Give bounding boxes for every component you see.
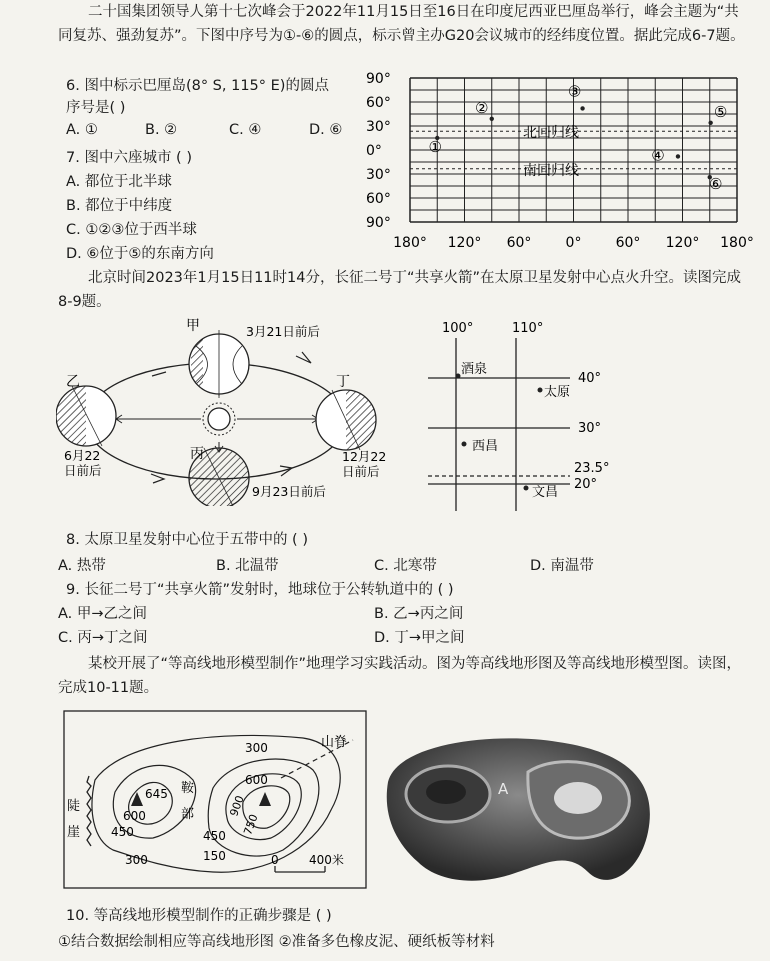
model-left-peak — [426, 780, 466, 804]
earth-jia-icon — [189, 330, 249, 398]
q8-option-b[interactable]: B. 北温带 — [216, 558, 279, 574]
scale-0-label: 0 — [271, 853, 279, 867]
contour-150-label: 150 — [203, 849, 226, 863]
lon-tick-label: 0° — [565, 235, 582, 251]
orbit-arrow-icon — [296, 352, 311, 363]
lon-tick-label: 180° — [393, 235, 427, 251]
taiyuan-label: 太原 — [544, 385, 571, 400]
q7-option-d[interactable]: D. ⑥位于⑤的东南方向 — [66, 246, 214, 262]
lat-40-label: 40° — [578, 371, 602, 386]
contour-600-label-2: 600 — [245, 773, 268, 787]
lat-20-label: 20° — [574, 477, 598, 492]
lat-lon-grid-figure — [362, 66, 757, 251]
orbit-arrow-icon — [152, 372, 166, 376]
label-bing: 丙 — [190, 446, 204, 462]
terrain-model-photo — [378, 722, 663, 897]
lat-tick-label: 60° — [366, 191, 391, 207]
xichang-point — [462, 442, 467, 447]
tropic-of-cancer-label: 北回归线 — [523, 125, 579, 142]
lat-tick-label: 90° — [366, 71, 391, 87]
sun-icon — [203, 403, 235, 435]
label-yi-date-2: 日前后 — [64, 463, 102, 478]
q7-option-c[interactable]: C. ①②③位于西半球 — [66, 222, 197, 238]
lon-110-label: 110° — [512, 321, 544, 336]
cliff-symbol — [87, 776, 91, 846]
wenchang-label: 文昌 — [532, 485, 559, 500]
question-8-stem: 8. 太原卫星发射中心位于五带中的 ( ) — [66, 532, 308, 548]
lat-tick-label: 90° — [366, 215, 391, 231]
q6-option-b[interactable]: B. ② — [145, 122, 178, 138]
cliff-label-2: 崖 — [67, 825, 81, 840]
intro-paragraph-rocket: 北京时间2023年1月15日11时14分，长征二号丁“共享火箭”在太原卫星发射中心点火升空。读图完成8-9题。 — [58, 270, 741, 310]
lon-tick-label: 60° — [506, 235, 532, 251]
city-point — [580, 106, 584, 110]
saddle-label-1: 鞍 — [181, 781, 195, 796]
earth-orbit-diagram — [56, 316, 396, 506]
lon-tick-label: 60° — [615, 235, 641, 251]
intro-paragraph-contour: 某校开展了“等高线地形模型制作”地理学习实践活动。图为等高线地形图及等高线地形模型图。读图，完成10-11题。 — [58, 656, 742, 696]
q6-option-c[interactable]: C. ④ — [229, 122, 262, 138]
city-point-label: ① — [428, 138, 442, 156]
label-yi: 乙 — [66, 374, 80, 390]
wenchang-point — [524, 486, 529, 491]
peak-900-label: 900 — [227, 793, 247, 819]
q8-option-a[interactable]: A. 热带 — [58, 558, 106, 574]
q9-option-c[interactable]: C. 丙→丁之间 — [58, 630, 148, 646]
label-bing-date: 9月23日前后 — [252, 484, 326, 499]
q6-option-a[interactable]: A. ① — [66, 122, 98, 138]
label-ding-date-2: 日前后 — [342, 464, 380, 479]
peak-645-label: 645 — [145, 787, 168, 801]
lat-tick-label: 60° — [366, 95, 391, 111]
contour-450-label-2: 450 — [203, 829, 226, 843]
model-a-label: A — [498, 780, 509, 798]
question-7-stem: 7. 图中六座城市 ( ) — [66, 150, 192, 166]
jiuquan-point — [456, 374, 461, 379]
contour-600-label: 600 — [123, 809, 146, 823]
taiyuan-point — [538, 388, 543, 393]
lon-tick-label: 180° — [720, 235, 754, 251]
jiuquan-label: 酒泉 — [461, 362, 488, 377]
intro-paragraph-g20: 二十国集团领导人第十七次峰会于2022年11月15日至16日在印度尼西亚巴厘岛举行，峰会主题为“共同复苏、强劲复苏”。下图中序号为①-⑥的圆点，标示曾主办G20会议城市的经纬度位置。据此完成6-7题。 — [58, 4, 745, 44]
city-point-label: ④ — [651, 146, 665, 165]
label-ding: 丁 — [336, 374, 350, 390]
contour-300-label-2: 300 — [125, 853, 148, 867]
lon-100-label: 100° — [442, 321, 474, 336]
lon-tick-label: 120° — [665, 235, 700, 251]
lat-30-label: 30° — [578, 421, 602, 436]
xichang-label: 西昌 — [472, 439, 499, 454]
city-point — [676, 154, 680, 158]
label-yi-date: 6月22 — [64, 448, 101, 463]
orbit-arrow-icon — [151, 474, 164, 483]
cliff-label-1: 陡 — [67, 799, 81, 814]
q8-option-c[interactable]: C. 北寒带 — [374, 558, 437, 574]
city-point-label: ③ — [567, 82, 582, 101]
city-point — [708, 121, 712, 125]
question-10-stem: 10. 等高线地形模型制作的正确步骤是 ( ) — [66, 908, 332, 924]
lon-tick-label: 120° — [447, 235, 482, 251]
city-point-label: ② — [475, 98, 489, 117]
question-6-stem-cont: 序号是( ) — [66, 100, 126, 116]
lat-tick-label: 30° — [366, 167, 391, 183]
peak-icon — [131, 792, 143, 806]
q6-option-d[interactable]: D. ⑥ — [309, 122, 343, 138]
q9-option-a[interactable]: A. 甲→乙之间 — [58, 606, 148, 622]
q7-option-b[interactable]: B. 都位于中纬度 — [66, 198, 173, 214]
label-ding-date: 12月22 — [342, 449, 387, 464]
city-point-label: ⑤ — [713, 102, 728, 121]
label-jia-date: 3月21日前后 — [246, 324, 320, 339]
q10-steps-line: ①结合数据绘制相应等高线地形图 ②准备多色橡皮泥、硬纸板等材料 — [58, 934, 495, 950]
contour-map — [63, 710, 368, 890]
earth-ding-icon — [316, 390, 376, 450]
contour-750-label: 750 — [241, 812, 261, 837]
launch-sites-map — [420, 316, 620, 516]
peak-icon — [259, 792, 271, 806]
question-6-stem: 6. 图中标示巴厘岛(8° S, 115° E)的圆点 — [66, 78, 329, 94]
question-9-stem: 9. 长征二号丁“共享火箭”发射时，地球位于公转轨道中的 ( ) — [66, 582, 454, 598]
scale-400-label: 400米 — [309, 853, 344, 867]
contour-450-label: 450 — [111, 825, 134, 839]
model-right-peak — [554, 782, 602, 814]
label-jia: 甲 — [186, 318, 200, 334]
q9-option-b[interactable]: B. 乙→丙之间 — [374, 606, 464, 622]
contour-300-label: 300 — [245, 741, 268, 755]
city-point-label: ⑥ — [709, 175, 723, 194]
grid-labels — [366, 71, 754, 251]
lat-tick-label: 0° — [366, 143, 382, 159]
earth-yi-icon — [56, 386, 116, 446]
lat-tick-label: 30° — [366, 119, 391, 135]
ridge-label: 山脊 — [321, 735, 348, 750]
tropic-of-capricorn-label: 南回归线 — [523, 162, 579, 179]
city-point — [490, 117, 494, 121]
q8-option-d[interactable]: D. 南温带 — [530, 558, 594, 574]
q7-option-a[interactable]: A. 都位于北半球 — [66, 174, 172, 190]
q9-option-d[interactable]: D. 丁→甲之间 — [374, 630, 465, 646]
saddle-label-2: 部 — [181, 807, 195, 822]
lat-23-5-label: 23.5° — [574, 461, 610, 476]
